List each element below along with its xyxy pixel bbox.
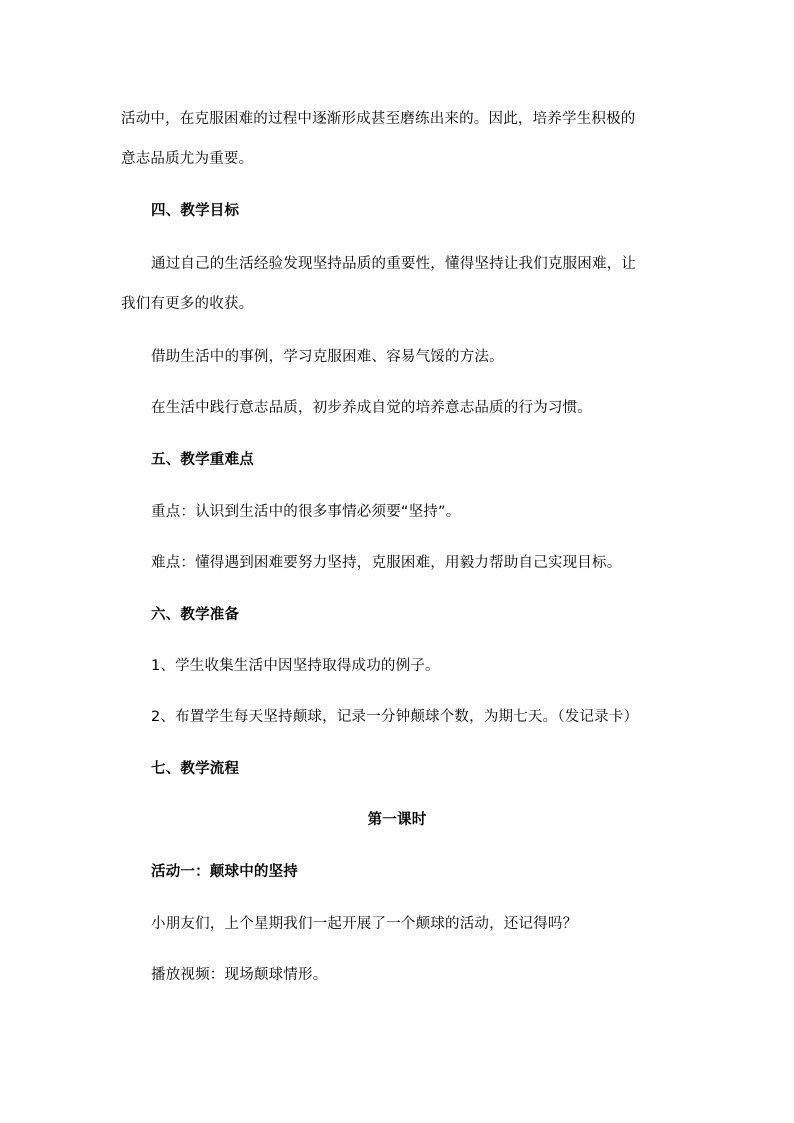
difficult-point: 难点：懂得遇到困难要努力坚持，克服困难，用毅力帮助自己实现目标。 (151, 555, 622, 571)
goal-2: 借助生活中的事例，学习克服困难、容易气馁的方法。 (151, 349, 504, 365)
section-7-heading: 七、教学流程 (151, 761, 240, 777)
intro-paragraph-line-2: 意志品质尤为重要。 (121, 151, 254, 167)
intro-paragraph-line-1: 活动中，在克服困难的过程中逐渐形成甚至磨练出来的。因此，培养学生积极的 (121, 111, 636, 127)
activity-1-text-line-1: 小朋友们，上个星期我们一起开展了一个颠球的活动，还记得吗？ (151, 916, 578, 932)
key-point: 重点：认识到生活中的很多事情必须要“坚持”。 (151, 504, 461, 520)
goal-1-line-1: 通过自己的生活经验发现坚持品质的重要性，懂得坚持让我们克服困难，让 (151, 256, 637, 272)
activity-1-text-line-2: 播放视频：现场颠球情形。 (151, 967, 328, 983)
activity-1-title: 活动一：颠球中的坚持 (151, 864, 298, 880)
preparation-1: 1、学生收集生活中因坚持取得成功的例子。 (151, 658, 440, 674)
section-6-heading: 六、教学准备 (151, 607, 240, 623)
section-5-heading: 五、教学重难点 (151, 452, 254, 468)
goal-1-line-2: 我们有更多的收获。 (121, 296, 254, 312)
goal-3: 在生活中践行意志品质，初步养成自觉的培养意志品质的行为习惯。 (151, 400, 592, 416)
lesson-title: 第一课时 (367, 812, 427, 828)
preparation-2: 2、布置学生每天坚持颠球，记录一分钟颠球个数，为期七天。（发记录卡） (151, 709, 639, 725)
section-4-heading: 四、教学目标 (151, 203, 240, 219)
